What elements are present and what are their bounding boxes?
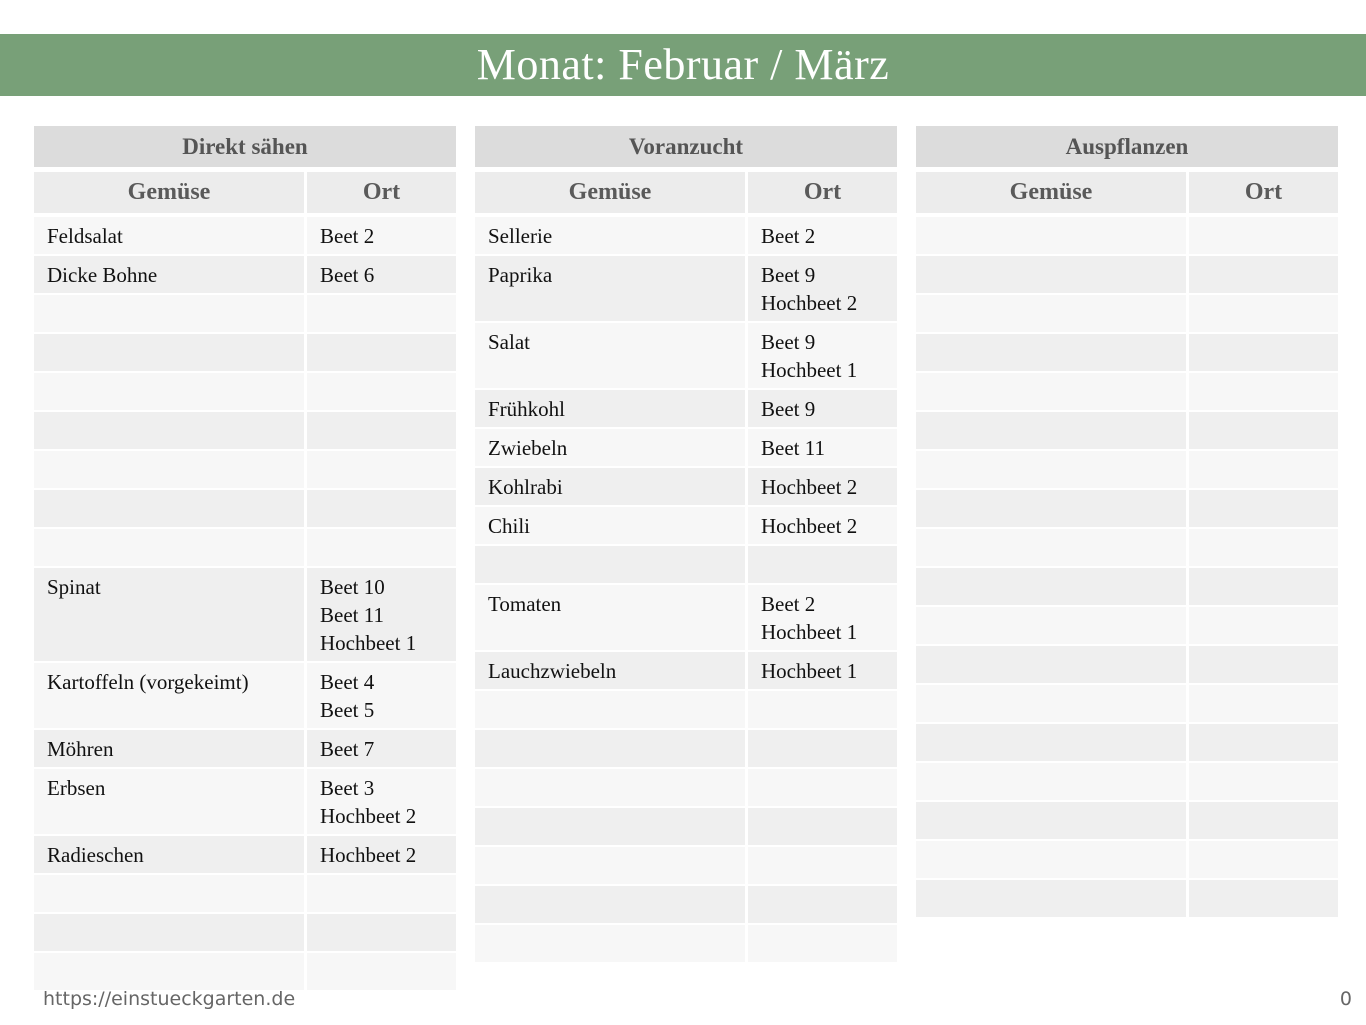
cell-vegetable: [34, 451, 304, 488]
table-body: [916, 215, 1338, 917]
table-row: [475, 505, 897, 544]
cell-vegetable: Salat: [488, 330, 530, 354]
column-direkt-saehen: [34, 126, 456, 990]
cell-vegetable: [34, 875, 304, 912]
cell-location: Beet 9 Hochbeet 2: [745, 256, 897, 321]
cell-location: [304, 953, 456, 990]
cell-vegetable: [916, 295, 1186, 332]
cell-location: [745, 691, 897, 728]
header-vegetable: Gemüse: [1009, 179, 1093, 205]
cell-location: Hochbeet 1: [745, 652, 897, 689]
table-row: [34, 488, 456, 527]
table-row: [34, 873, 456, 912]
table-row: [34, 215, 456, 254]
cell-location: [1186, 880, 1338, 917]
column-heading: Voranzucht: [475, 126, 897, 167]
header-vegetable: Gemüse: [568, 179, 652, 205]
table-header: [34, 172, 456, 213]
table-row: [475, 689, 897, 728]
cell-vegetable: [34, 953, 304, 990]
cell-location: [1186, 685, 1338, 722]
cell-location: [745, 808, 897, 845]
cell-location: [745, 847, 897, 884]
table-body: [475, 215, 897, 962]
cell-vegetable: [475, 886, 745, 923]
cell-location: Hochbeet 2: [745, 507, 897, 544]
table-row: [916, 839, 1338, 878]
cell-location: Hochbeet 2: [304, 836, 456, 873]
cell-vegetable: [916, 451, 1186, 488]
cell-vegetable: [475, 546, 745, 583]
cell-vegetable: [916, 880, 1186, 917]
cell-location: [1186, 568, 1338, 605]
table-row: [916, 605, 1338, 644]
column-heading: Direkt sähen: [34, 126, 456, 167]
cell-location: [745, 886, 897, 923]
cell-vegetable: [916, 802, 1186, 839]
cell-location: [745, 546, 897, 583]
table-row: [34, 728, 456, 767]
cell-vegetable: Frühkohl: [488, 397, 566, 421]
column-voranzucht: [475, 126, 897, 962]
table-row: [475, 466, 897, 505]
table-row: [475, 321, 897, 388]
cell-vegetable: [34, 412, 304, 449]
cell-vegetable: Dicke Bohne: [47, 263, 158, 287]
table-row: [34, 661, 456, 728]
cell-location: [745, 730, 897, 767]
cell-location: Beet 7: [304, 730, 456, 767]
cell-location: [745, 769, 897, 806]
table-row: [916, 527, 1338, 566]
cell-vegetable: [34, 295, 304, 332]
table-row: [475, 884, 897, 923]
cell-location: [1186, 373, 1338, 410]
table-row: [475, 845, 897, 884]
table-row: [34, 834, 456, 873]
table-row: [34, 912, 456, 951]
cell-location: [304, 875, 456, 912]
cell-location: [1186, 490, 1338, 527]
table-row: [34, 449, 456, 488]
table-row: [475, 583, 897, 650]
column-auspflanzen: [916, 126, 1338, 917]
cell-vegetable: [916, 490, 1186, 527]
cell-vegetable: Tomaten: [488, 592, 562, 616]
cell-vegetable: [916, 334, 1186, 371]
table-body: [34, 215, 456, 990]
cell-location: [304, 334, 456, 371]
cell-vegetable: [475, 925, 745, 962]
table-row: [916, 332, 1338, 371]
cell-vegetable: [916, 763, 1186, 800]
cell-vegetable: [916, 568, 1186, 605]
cell-location: [304, 412, 456, 449]
table-row: [916, 800, 1338, 839]
cell-vegetable: Radieschen: [47, 843, 144, 867]
table-row: [34, 371, 456, 410]
cell-vegetable: [475, 808, 745, 845]
table-row: [916, 215, 1338, 254]
cell-location: [1186, 295, 1338, 332]
cell-location: Beet 10 Beet 11 Hochbeet 1: [304, 568, 456, 661]
cell-location: [304, 373, 456, 410]
cell-location: [304, 295, 456, 332]
table-row: [475, 806, 897, 845]
cell-vegetable: Möhren: [47, 737, 114, 761]
cell-location: Beet 9: [745, 390, 897, 427]
cell-location: Beet 3 Hochbeet 2: [304, 769, 456, 834]
cell-vegetable: Kohlrabi: [488, 475, 563, 499]
cell-location: [304, 490, 456, 527]
cell-location: [1186, 529, 1338, 566]
cell-vegetable: [34, 529, 304, 566]
cell-location: Beet 2: [304, 217, 456, 254]
table-row: [475, 427, 897, 466]
column-heading: Auspflanzen: [916, 126, 1338, 167]
cell-vegetable: Spinat: [47, 575, 101, 599]
table-row: [475, 254, 897, 321]
cell-vegetable: [34, 373, 304, 410]
cell-vegetable: [34, 490, 304, 527]
cell-vegetable: [916, 529, 1186, 566]
cell-location: Hochbeet 2: [745, 468, 897, 505]
cell-vegetable: [475, 769, 745, 806]
cell-vegetable: Sellerie: [488, 224, 553, 248]
table-row: [916, 722, 1338, 761]
cell-vegetable: [916, 256, 1186, 293]
table-row: [34, 951, 456, 990]
table-row: [475, 923, 897, 962]
table-row: [34, 254, 456, 293]
cell-vegetable: [916, 217, 1186, 254]
cell-location: Beet 9 Hochbeet 1: [745, 323, 897, 388]
cell-location: [304, 529, 456, 566]
cell-vegetable: [916, 724, 1186, 761]
cell-vegetable: [475, 730, 745, 767]
cell-vegetable: [916, 373, 1186, 410]
table-row: [916, 878, 1338, 917]
table-row: [916, 488, 1338, 527]
table-row: [475, 215, 897, 254]
table-row: [475, 650, 897, 689]
cell-location: Beet 6: [304, 256, 456, 293]
table-row: [34, 767, 456, 834]
table-row: [34, 566, 456, 661]
cell-vegetable: Feldsalat: [47, 224, 123, 248]
cell-location: Beet 2 Hochbeet 1: [745, 585, 897, 650]
cell-vegetable: [475, 691, 745, 728]
cell-vegetable: [916, 685, 1186, 722]
header-location: Ort: [304, 172, 456, 213]
table-row: [916, 644, 1338, 683]
table-row: [916, 371, 1338, 410]
page-title: Monat: Februar / März: [0, 34, 1366, 96]
page-number: 0: [1339, 988, 1352, 1010]
cell-vegetable: [916, 412, 1186, 449]
table-row: [916, 410, 1338, 449]
table-row: [475, 728, 897, 767]
table-row: [34, 332, 456, 371]
footer-url: https://einstueckgarten.de: [43, 988, 296, 1010]
cell-location: [1186, 763, 1338, 800]
cell-location: [1186, 334, 1338, 371]
cell-location: [1186, 841, 1338, 878]
table-row: [34, 293, 456, 332]
cell-vegetable: Paprika: [488, 263, 553, 287]
table-header: [916, 172, 1338, 213]
table-row: [916, 566, 1338, 605]
table-row: [916, 449, 1338, 488]
cell-vegetable: Lauchzwiebeln: [488, 659, 617, 683]
cell-location: [1186, 256, 1338, 293]
cell-vegetable: [916, 841, 1186, 878]
cell-location: [1186, 724, 1338, 761]
header-location: Ort: [745, 172, 897, 213]
table-row: [916, 683, 1338, 722]
cell-location: [1186, 412, 1338, 449]
cell-location: [304, 451, 456, 488]
cell-location: [745, 925, 897, 962]
cell-location: [304, 914, 456, 951]
table-header: [475, 172, 897, 213]
table-row: [916, 761, 1338, 800]
table-row: [475, 388, 897, 427]
cell-vegetable: [34, 334, 304, 371]
cell-vegetable: Kartoffeln (vorgekeimt): [47, 670, 249, 694]
table-row: [34, 410, 456, 449]
cell-location: Beet 11: [745, 429, 897, 466]
cell-location: [1186, 802, 1338, 839]
table-row: [475, 544, 897, 583]
cell-location: [1186, 217, 1338, 254]
cell-location: [1186, 646, 1338, 683]
cell-location: Beet 4 Beet 5: [304, 663, 456, 728]
cell-location: [1186, 451, 1338, 488]
header-vegetable: Gemüse: [127, 179, 211, 205]
cell-location: Beet 2: [745, 217, 897, 254]
table-row: [916, 293, 1338, 332]
cell-vegetable: [475, 847, 745, 884]
header-location: Ort: [1186, 172, 1338, 213]
cell-vegetable: Zwiebeln: [488, 436, 568, 460]
cell-vegetable: Erbsen: [47, 776, 106, 800]
table-row: [916, 254, 1338, 293]
cell-vegetable: [916, 607, 1186, 644]
cell-vegetable: Chili: [488, 514, 531, 538]
cell-vegetable: [916, 646, 1186, 683]
cell-vegetable: [34, 914, 304, 951]
cell-location: [1186, 607, 1338, 644]
table-row: [475, 767, 897, 806]
table-row: [34, 527, 456, 566]
